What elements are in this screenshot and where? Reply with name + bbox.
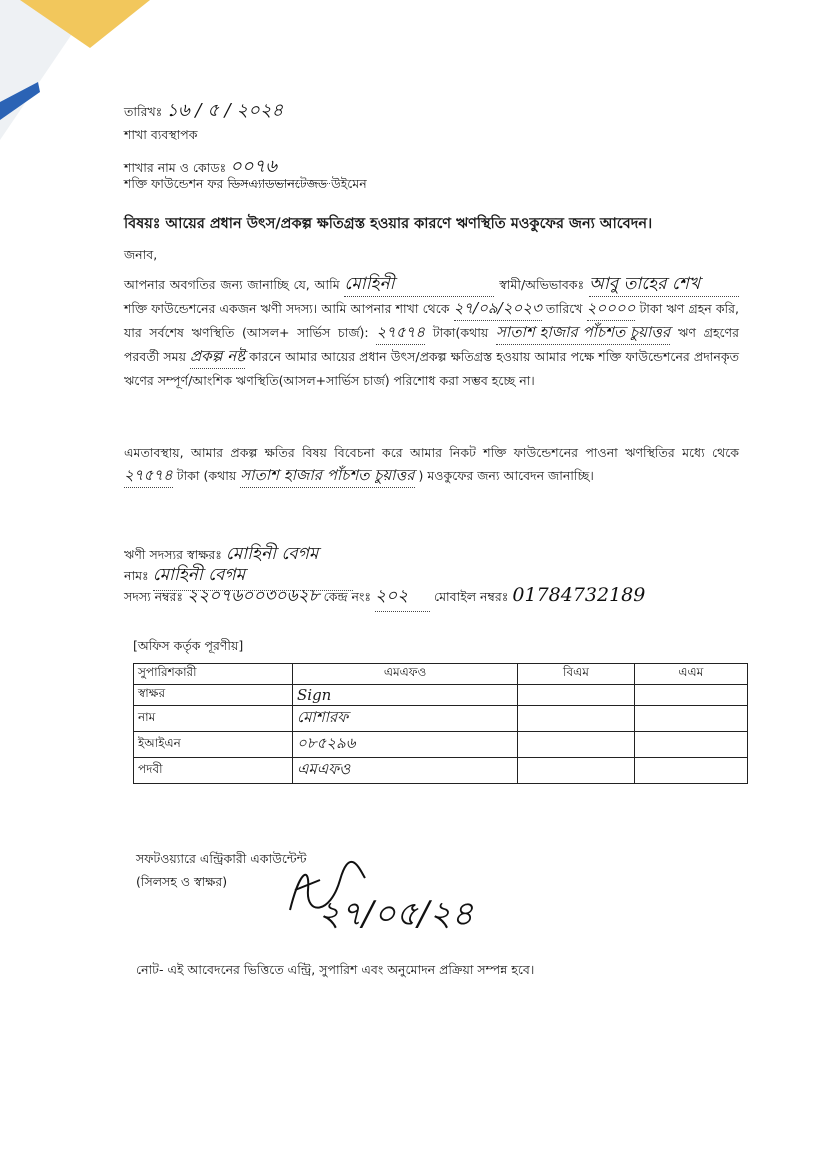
- header-mfo: এমএফও: [293, 664, 518, 685]
- office-heading: [অফিস কর্তৃক পূরণীয়]: [133, 638, 244, 653]
- date-line: [124, 96, 283, 127]
- para1-text-7: ঋণ গ্রহণের পরবর্তী সময়: [124, 325, 739, 364]
- date-label: তারিখঃ: [124, 104, 163, 119]
- para2-text-1: এমতাবস্থায়, আমার প্রকল্প ক্ষতির বিষয় বিবেচনা করে আমার নিকট শক্তি ফাউন্ডেশনের পাওনা ঋণস্থিতির মধ্যে থেকে: [124, 445, 739, 460]
- para1-text-5: টাকা ঋণ গ্রহন করি, যার সর্বশেষ ঋণস্থিতি (আসল+ সার্ভিস চার্জ):: [124, 301, 739, 340]
- mfo-signature: Sign: [293, 685, 518, 706]
- para2-text-2: টাকা (কথায়: [176, 468, 237, 483]
- mobile-label: মোবাইল নম্বরঃ: [434, 589, 509, 604]
- accountant-signature-date: ২৭/০৫/২৪: [318, 894, 474, 934]
- note-line: নোট- এই আবেদনের ভিত্তিতে এন্ট্রি, সুপারিশ এবং অনুমোদন প্রক্রিয়া সম্পন্ন হবে।: [136, 962, 535, 977]
- member-name-label: নামঃ: [124, 568, 149, 583]
- branch-label: শাখার নাম ও কোডঃ: [124, 160, 227, 175]
- table-row: [134, 685, 748, 706]
- office-table-header: [134, 664, 748, 685]
- mfo-designation: এমএফও: [293, 758, 518, 784]
- header-recommender: সুপারিশকারী: [134, 664, 293, 685]
- para1-text-3: শক্তি ফাউন্ডেশনের একজন ঋণী সদস্য। আমি আপনার শাখা থেকে: [124, 301, 450, 316]
- am-ein-cell[interactable]: [634, 732, 747, 758]
- center-no-value: ২০২: [375, 583, 430, 612]
- member-signature-label: ঋণী সদস্যর স্বাক্ষরঃ: [124, 547, 222, 562]
- para1-text-6: টাকা(কথায়: [432, 325, 489, 340]
- member-ids-line: [124, 583, 645, 612]
- header-am: এএম: [634, 664, 747, 685]
- table-row: [134, 758, 748, 784]
- para1-text-4: তারিখে: [545, 301, 583, 316]
- mobile-value: 01784732189: [512, 584, 646, 606]
- row-label-name: নাম: [134, 706, 293, 732]
- am-designation-cell[interactable]: [634, 758, 747, 784]
- accountant-line-2: (সিলসহ ও স্বাক্ষর): [136, 874, 228, 889]
- subject-line: বিষয়ঃ আয়ের প্রধান উৎস/প্রকল্প ক্ষতিগ্রস্ত হওয়ার কারণে ঋণস্থিতি মওকুফের জন্য আবেদন।: [124, 216, 653, 232]
- row-label-designation: পদবী: [134, 758, 293, 784]
- branch-manager-line: শাখা ব্যবস্থাপক: [124, 127, 198, 142]
- para1-text-8: কারনে আমার আয়ের প্রধান উৎস/প্রকল্প ক্ষতিগ্রস্ত হওয়ায় আমার পক্ষে শক্তি ফাউন্ডেশনের প্রদানকৃত ঋণের সম্পূর্ণ/আংশিক ঋণস্থিতি(আসল+সার্ভিস চার্জ) পরিশোধ করা সম্ভব হচ্ছে না।: [124, 349, 739, 388]
- damage-reason-fill: প্রকল্প নষ্ট: [190, 345, 245, 369]
- paragraph-1: [124, 273, 739, 392]
- para1-text-1: আপনার অবগতির জন্য জানাচ্ছি যে, আমি: [124, 277, 340, 292]
- waiver-in-words-fill: সাতাশ হাজার পাঁচশত চুয়াত্তর: [240, 464, 414, 488]
- row-label-signature: স্বাক্ষর: [134, 685, 293, 706]
- row-label-ein: ইআইএন: [134, 732, 293, 758]
- mfo-ein: ০৮৫২৯৬: [293, 732, 518, 758]
- member-name-fill: মোহিনী: [344, 273, 494, 297]
- bm-designation-cell[interactable]: [518, 758, 635, 784]
- member-signature: মোহিনী বেগম: [225, 544, 319, 564]
- loan-amount-fill: ২০০০০: [587, 297, 636, 321]
- center-no-label: কেন্দ্র নংঃ: [323, 589, 372, 604]
- bm-signature-cell[interactable]: [518, 685, 635, 706]
- member-name-value: মোহিনী বেগম: [153, 562, 353, 591]
- office-table: [133, 663, 748, 784]
- loan-date-fill: ২৭/০৯/২০২৩: [454, 297, 542, 321]
- salutation: জনাব,: [124, 247, 158, 262]
- table-row: [134, 732, 748, 758]
- header-bm: বিএম: [518, 664, 635, 685]
- para1-text-2: স্বামী/অভিভাবকঃ: [499, 277, 585, 292]
- loan-balance-fill: ২৭৫৭৪: [376, 321, 425, 345]
- member-no-value: ২২০৭৬০০৩০৬২৮: [187, 586, 320, 606]
- date-value: ১৬ / ৫ / ২০২৪: [166, 100, 284, 121]
- accountant-line-1: সফটওয়্যারে এন্ট্রিকারী একাউন্টেন্ট: [136, 851, 307, 866]
- bm-ein-cell[interactable]: [518, 732, 635, 758]
- paragraph-2: [124, 441, 739, 488]
- para2-text-3: ) মওকুফের জন্য আবেদন জানাচ্ছি।: [418, 468, 594, 483]
- member-no-label: সদস্য নম্বরঃ: [124, 589, 184, 604]
- am-name-cell[interactable]: [634, 706, 747, 732]
- table-row: [134, 706, 748, 732]
- bm-name-cell[interactable]: [518, 706, 635, 732]
- guardian-name-fill: আবু তাহের শেখ: [589, 273, 739, 297]
- mfo-name: মোশারফ: [293, 706, 518, 732]
- branch-code: ০০৭৬: [230, 152, 330, 184]
- organization-line: শক্তি ফাউন্ডেশন ফর ডিসএ্যাডভানটেজড উইমেন: [124, 176, 367, 191]
- balance-in-words-fill: সাতাশ হাজার পাঁচশত চুয়াত্তর: [496, 321, 670, 345]
- am-signature-cell[interactable]: [634, 685, 747, 706]
- waiver-amount-fill: ২৭৫৭৪: [124, 464, 173, 488]
